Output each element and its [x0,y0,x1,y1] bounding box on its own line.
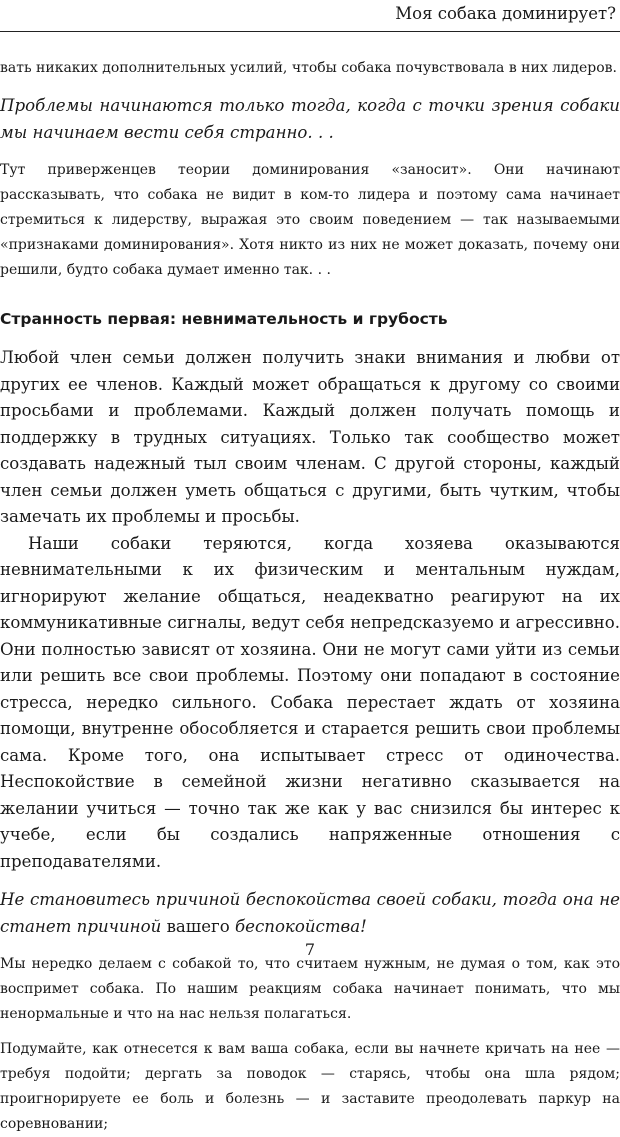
paragraph-continuation: вать никаких дополнительных усилий, чтобы собака почувствовала в них лидеров. [0,60,618,76]
running-header-title: Моя собака доминирует? [395,4,616,23]
paragraph-dominance-theory: Тут приверженцев теории доминирования «заносит». Они начинают рассказывать, что собака не видит в ком-то лидера и поэтому сама начинает стремиться к лидерству, выражая это своим поведением — так называемыми «признаками доминирования». Хотя никто из них не может доказать, почему они решили, будто собака думает именно так. . . [0,162,620,278]
paragraph-reactions: Мы нередко делаем с собакой то, что считаем нужным, не думая о том, как это воспримет собака. По нашим реакциям собака начинает понимать, что мы ненормальные и что на нас нельзя полагаться. [0,956,620,1022]
paragraph-think: Подумайте, как отнесется к вам ваша собака, если вы начнете кричать на нее — требуя подойти; дергать за поводок — старясь, чтобы она шла рядом; проигнорируете ее боль и болезнь — и заставите преодолевать паркур на соревновании; [0,1041,620,1132]
advice-italic-end: беспокойства! [235,916,367,936]
italic-advice [0,887,620,940]
page-number: 7 [304,940,316,959]
running-header [0,0,620,32]
advice-regular-part: вашего [161,916,236,936]
page-body [0,56,620,1137]
italic-statement: Проблемы начинаются только тогда, когда с точки зрения собаки мы начинаем вести себя странно. . . [0,96,620,142]
paragraph-dogs-lost: Наши собаки теряются, когда хозяева оказываются невнимательными к их физическим и ментальным нуждам, игнорируют желание общаться, неадекватно реагируют на их коммуникативные сигналы, ведут себя непредсказуемо и агрессивно. Они полностью зависят от хозяина. Они не могут сами уйти из семьи или решить все свои проблемы. Поэтому они попадают в состояние стресса, нередко сильного. Собака перестает ждать от хозяина помощи, внутренне обособляется и старается решить свои проблемы сама. Кроме того, она испытывает стресс от одиночества. Неспокойствие в семейной жизни негативно сказывается на желании учиться — точно так же как у вас снизился бы интерес к учебе, если бы создались напряженные отношения с преподавателями. [0,533,620,871]
paragraph-family: Любой член семьи должен получить знаки внимания и любви от других ее членов. Каждый может обращаться к другому со своими просьбами и проблемами. Каждый должен получать помощь и поддержку в трудных ситуациях. Только так сообщество может создавать надежный тыл своим членам. С другой стороны, каждый член семьи должен уметь общаться с другими, быть чутким, чтобы замечать их проблемы и просьбы. [0,348,620,526]
advice-italic-part: Не становитесь причиной беспокойства своей собаки, тогда она не станет причиной [0,890,620,936]
section-heading: Странность первая: невнимательность и грубость [0,310,448,328]
